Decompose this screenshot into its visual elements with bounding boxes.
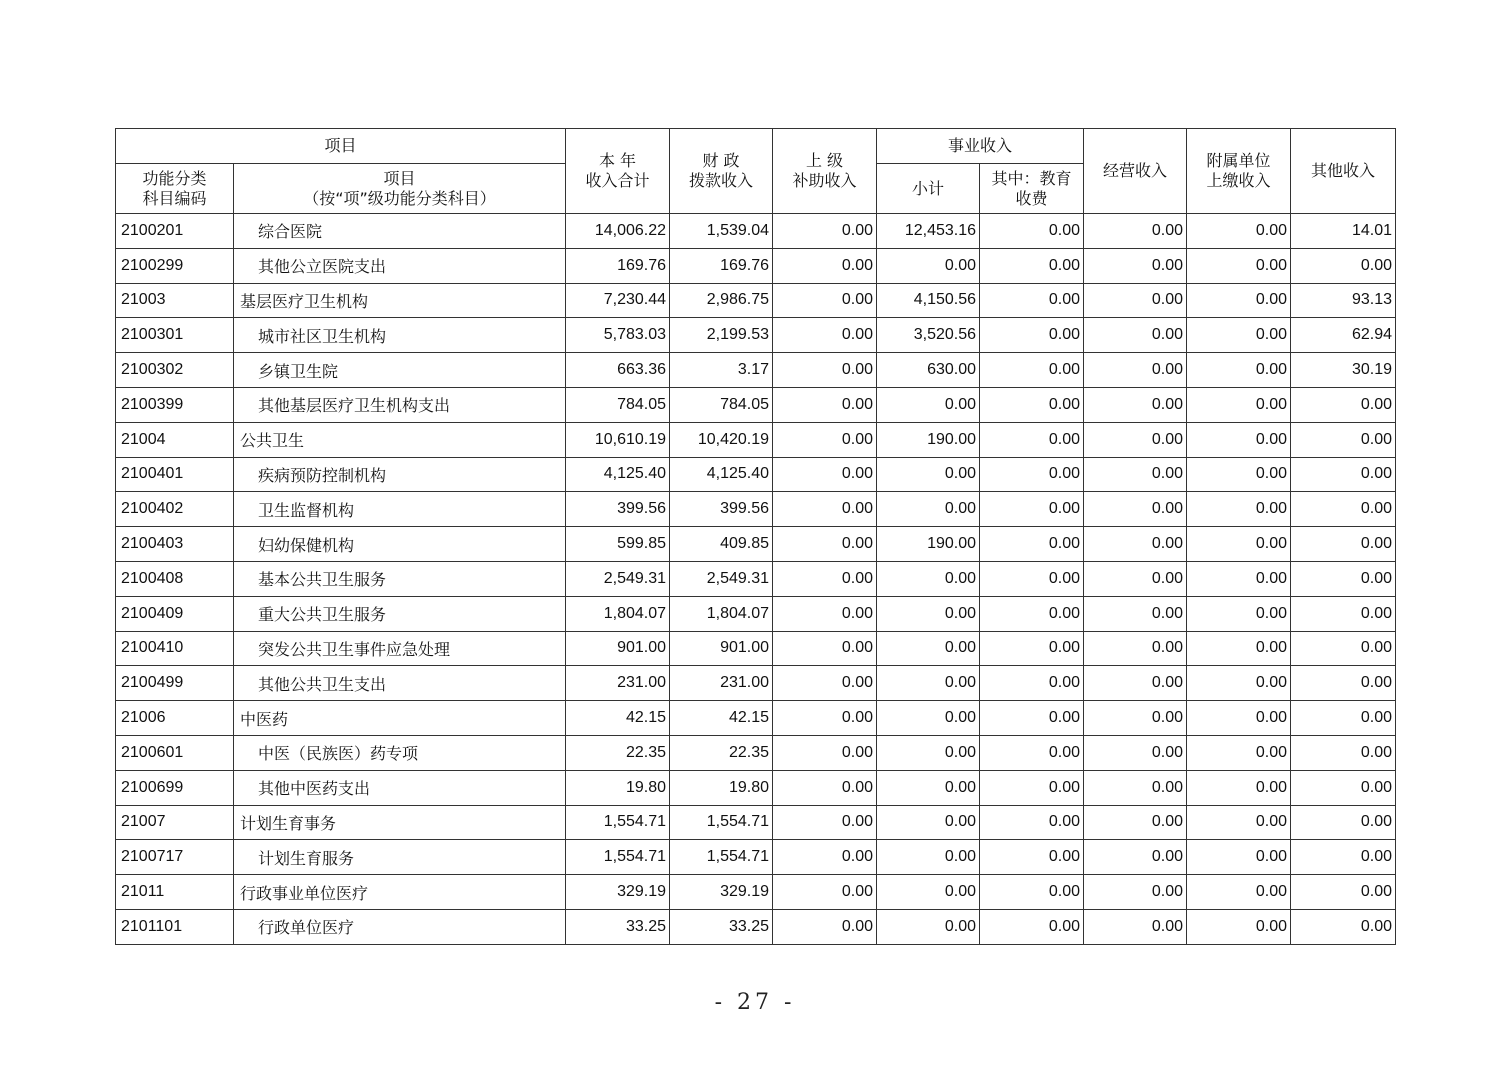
row-code: 21004: [116, 422, 234, 457]
row-subtotal: 12,453.16: [877, 214, 980, 249]
row-other: 0.00: [1291, 840, 1396, 875]
row-affiliated: 0.00: [1187, 387, 1291, 422]
row-total: 14,006.22: [566, 214, 670, 249]
row-subtotal: 0.00: [877, 561, 980, 596]
row-name: 乡镇卫生院: [234, 353, 566, 388]
row-other: 0.00: [1291, 387, 1396, 422]
row-code: 2100403: [116, 527, 234, 562]
row-operating: 0.00: [1084, 457, 1187, 492]
row-total: 42.15: [566, 701, 670, 736]
row-affiliated: 0.00: [1187, 840, 1291, 875]
row-operating: 0.00: [1084, 666, 1187, 701]
table-row: [116, 770, 1396, 805]
row-fiscal: 399.56: [670, 492, 773, 527]
row-operating: 0.00: [1084, 492, 1187, 527]
row-fiscal: 409.85: [670, 527, 773, 562]
row-subtotal: 0.00: [877, 875, 980, 910]
row-other: 0.00: [1291, 248, 1396, 283]
row-subtotal: 630.00: [877, 353, 980, 388]
row-education: 0.00: [980, 875, 1084, 910]
row-name: 突发公共卫生事件应急处理: [234, 631, 566, 666]
table-row: [116, 735, 1396, 770]
row-education: 0.00: [980, 214, 1084, 249]
row-other: 14.01: [1291, 214, 1396, 249]
row-total: 599.85: [566, 527, 670, 562]
row-other: 93.13: [1291, 283, 1396, 318]
row-code: 2100302: [116, 353, 234, 388]
row-subtotal: 0.00: [877, 492, 980, 527]
row-affiliated: 0.00: [1187, 422, 1291, 457]
row-other: 0.00: [1291, 457, 1396, 492]
row-upper: 0.00: [773, 527, 877, 562]
row-affiliated: 0.00: [1187, 561, 1291, 596]
page-number: - 27 -: [714, 990, 796, 1015]
row-operating: 0.00: [1084, 770, 1187, 805]
row-affiliated: 0.00: [1187, 214, 1291, 249]
row-subtotal: 3,520.56: [877, 318, 980, 353]
row-name: 行政事业单位医疗: [234, 875, 566, 910]
row-upper: 0.00: [773, 457, 877, 492]
row-total: 169.76: [566, 248, 670, 283]
row-name: 行政单位医疗: [234, 909, 566, 944]
row-name: 其他基层医疗卫生机构支出: [234, 387, 566, 422]
row-other: 0.00: [1291, 701, 1396, 736]
table-row: [116, 875, 1396, 910]
row-other: 0.00: [1291, 805, 1396, 840]
row-affiliated: 0.00: [1187, 492, 1291, 527]
table-row: [116, 283, 1396, 318]
row-upper: 0.00: [773, 318, 877, 353]
row-subtotal: 0.00: [877, 909, 980, 944]
row-upper: 0.00: [773, 875, 877, 910]
row-total: 1,554.71: [566, 805, 670, 840]
row-upper: 0.00: [773, 422, 877, 457]
header-affiliated: 附属单位 上缴收入: [1187, 129, 1291, 214]
row-fiscal: 1,554.71: [670, 840, 773, 875]
row-affiliated: 0.00: [1187, 283, 1291, 318]
table-row: [116, 422, 1396, 457]
row-subtotal: 190.00: [877, 422, 980, 457]
row-total: 4,125.40: [566, 457, 670, 492]
row-name: 计划生育服务: [234, 840, 566, 875]
row-operating: 0.00: [1084, 353, 1187, 388]
row-other: 0.00: [1291, 909, 1396, 944]
row-education: 0.00: [980, 353, 1084, 388]
row-fiscal: 10,420.19: [670, 422, 773, 457]
row-other: 0.00: [1291, 527, 1396, 562]
row-education: 0.00: [980, 735, 1084, 770]
table-row: [116, 909, 1396, 944]
row-operating: 0.00: [1084, 805, 1187, 840]
header-operating: 经营收入: [1084, 129, 1187, 214]
row-other: 0.00: [1291, 666, 1396, 701]
row-operating: 0.00: [1084, 561, 1187, 596]
row-code: 2100410: [116, 631, 234, 666]
row-code: 2101101: [116, 909, 234, 944]
row-other: 0.00: [1291, 422, 1396, 457]
row-total: 33.25: [566, 909, 670, 944]
row-education: 0.00: [980, 631, 1084, 666]
row-education: 0.00: [980, 805, 1084, 840]
row-subtotal: 0.00: [877, 387, 980, 422]
header-education: 其中：教育 收费: [980, 164, 1084, 214]
row-fiscal: 3.17: [670, 353, 773, 388]
row-name: 公共卫生: [234, 422, 566, 457]
row-subtotal: 0.00: [877, 770, 980, 805]
table-row: [116, 248, 1396, 283]
row-upper: 0.00: [773, 387, 877, 422]
row-other: 0.00: [1291, 596, 1396, 631]
table-row: [116, 840, 1396, 875]
row-operating: 0.00: [1084, 318, 1187, 353]
row-total: 231.00: [566, 666, 670, 701]
row-upper: 0.00: [773, 596, 877, 631]
row-operating: 0.00: [1084, 735, 1187, 770]
row-subtotal: 0.00: [877, 701, 980, 736]
row-name: 其他公立医院支出: [234, 248, 566, 283]
row-affiliated: 0.00: [1187, 805, 1291, 840]
row-code: 2100301: [116, 318, 234, 353]
row-total: 1,804.07: [566, 596, 670, 631]
row-fiscal: 42.15: [670, 701, 773, 736]
row-upper: 0.00: [773, 214, 877, 249]
header-subtotal: 小计: [877, 164, 980, 214]
row-fiscal: 2,199.53: [670, 318, 773, 353]
row-total: 329.19: [566, 875, 670, 910]
row-total: 5,783.03: [566, 318, 670, 353]
row-operating: 0.00: [1084, 875, 1187, 910]
row-upper: 0.00: [773, 735, 877, 770]
row-education: 0.00: [980, 561, 1084, 596]
row-affiliated: 0.00: [1187, 457, 1291, 492]
row-fiscal: 329.19: [670, 875, 773, 910]
row-education: 0.00: [980, 666, 1084, 701]
row-fiscal: 4,125.40: [670, 457, 773, 492]
row-name: 其他公共卫生支出: [234, 666, 566, 701]
row-name: 重大公共卫生服务: [234, 596, 566, 631]
row-subtotal: 0.00: [877, 596, 980, 631]
row-code: 2100201: [116, 214, 234, 249]
row-affiliated: 0.00: [1187, 909, 1291, 944]
row-subtotal: 0.00: [877, 631, 980, 666]
row-education: 0.00: [980, 457, 1084, 492]
row-code: 2100499: [116, 666, 234, 701]
row-affiliated: 0.00: [1187, 596, 1291, 631]
row-other: 0.00: [1291, 875, 1396, 910]
header-item: 项目 （按“项”级功能分类科目）: [234, 164, 566, 214]
row-code: 2100717: [116, 840, 234, 875]
header-total: 本 年 收入合计: [566, 129, 670, 214]
row-upper: 0.00: [773, 248, 877, 283]
row-total: 901.00: [566, 631, 670, 666]
table-row: [116, 527, 1396, 562]
row-fiscal: 1,804.07: [670, 596, 773, 631]
table-row: [116, 805, 1396, 840]
row-total: 7,230.44: [566, 283, 670, 318]
row-subtotal: 0.00: [877, 457, 980, 492]
row-operating: 0.00: [1084, 909, 1187, 944]
row-operating: 0.00: [1084, 840, 1187, 875]
table-row: [116, 214, 1396, 249]
row-upper: 0.00: [773, 561, 877, 596]
row-other: 0.00: [1291, 561, 1396, 596]
row-fiscal: 2,986.75: [670, 283, 773, 318]
row-education: 0.00: [980, 527, 1084, 562]
row-affiliated: 0.00: [1187, 353, 1291, 388]
row-total: 399.56: [566, 492, 670, 527]
header-project: 项目: [116, 129, 566, 164]
row-affiliated: 0.00: [1187, 248, 1291, 283]
row-fiscal: 901.00: [670, 631, 773, 666]
row-education: 0.00: [980, 318, 1084, 353]
row-operating: 0.00: [1084, 422, 1187, 457]
row-fiscal: 169.76: [670, 248, 773, 283]
row-name: 中医（民族医）药专项: [234, 735, 566, 770]
row-upper: 0.00: [773, 631, 877, 666]
row-upper: 0.00: [773, 353, 877, 388]
row-education: 0.00: [980, 840, 1084, 875]
row-affiliated: 0.00: [1187, 735, 1291, 770]
row-fiscal: 33.25: [670, 909, 773, 944]
row-subtotal: 4,150.56: [877, 283, 980, 318]
row-subtotal: 0.00: [877, 840, 980, 875]
row-upper: 0.00: [773, 909, 877, 944]
row-code: 21007: [116, 805, 234, 840]
row-upper: 0.00: [773, 805, 877, 840]
row-operating: 0.00: [1084, 248, 1187, 283]
table-body: [116, 214, 1396, 945]
row-other: 30.19: [1291, 353, 1396, 388]
row-code: 2100402: [116, 492, 234, 527]
row-operating: 0.00: [1084, 214, 1187, 249]
row-upper: 0.00: [773, 770, 877, 805]
row-fiscal: 784.05: [670, 387, 773, 422]
row-code: 2100401: [116, 457, 234, 492]
row-total: 22.35: [566, 735, 670, 770]
row-other: 0.00: [1291, 770, 1396, 805]
row-fiscal: 1,539.04: [670, 214, 773, 249]
table-row: [116, 631, 1396, 666]
table-row: [116, 561, 1396, 596]
table-row: [116, 318, 1396, 353]
table-row: [116, 596, 1396, 631]
row-total: 663.36: [566, 353, 670, 388]
row-name: 基层医疗卫生机构: [234, 283, 566, 318]
row-name: 妇幼保健机构: [234, 527, 566, 562]
row-upper: 0.00: [773, 283, 877, 318]
header-other: 其他收入: [1291, 129, 1396, 214]
row-education: 0.00: [980, 387, 1084, 422]
row-affiliated: 0.00: [1187, 666, 1291, 701]
row-operating: 0.00: [1084, 631, 1187, 666]
row-name: 城市社区卫生机构: [234, 318, 566, 353]
row-education: 0.00: [980, 596, 1084, 631]
table-row: [116, 387, 1396, 422]
row-operating: 0.00: [1084, 596, 1187, 631]
row-upper: 0.00: [773, 492, 877, 527]
row-education: 0.00: [980, 701, 1084, 736]
table-row: [116, 701, 1396, 736]
row-education: 0.00: [980, 770, 1084, 805]
row-operating: 0.00: [1084, 387, 1187, 422]
row-other: 62.94: [1291, 318, 1396, 353]
row-subtotal: 190.00: [877, 527, 980, 562]
row-subtotal: 0.00: [877, 805, 980, 840]
row-total: 19.80: [566, 770, 670, 805]
header-business: 事业收入: [877, 129, 1084, 164]
table-row: [116, 457, 1396, 492]
row-upper: 0.00: [773, 701, 877, 736]
header-upper: 上 级 补助收入: [773, 129, 877, 214]
row-name: 基本公共卫生服务: [234, 561, 566, 596]
row-code: 2100409: [116, 596, 234, 631]
row-upper: 0.00: [773, 666, 877, 701]
row-operating: 0.00: [1084, 701, 1187, 736]
row-name: 计划生育事务: [234, 805, 566, 840]
row-name: 疾病预防控制机构: [234, 457, 566, 492]
row-code: 21006: [116, 701, 234, 736]
row-education: 0.00: [980, 283, 1084, 318]
row-operating: 0.00: [1084, 527, 1187, 562]
row-code: 21011: [116, 875, 234, 910]
row-education: 0.00: [980, 492, 1084, 527]
row-name: 其他中医药支出: [234, 770, 566, 805]
row-fiscal: 1,554.71: [670, 805, 773, 840]
row-name: 卫生监督机构: [234, 492, 566, 527]
row-subtotal: 0.00: [877, 248, 980, 283]
row-operating: 0.00: [1084, 283, 1187, 318]
header-fiscal: 财 政 拨款收入: [670, 129, 773, 214]
row-fiscal: 22.35: [670, 735, 773, 770]
budget-income-table: [115, 128, 1396, 945]
row-fiscal: 231.00: [670, 666, 773, 701]
table-header: [116, 129, 1396, 214]
row-total: 1,554.71: [566, 840, 670, 875]
row-code: 2100399: [116, 387, 234, 422]
row-code: 2100601: [116, 735, 234, 770]
row-code: 2100699: [116, 770, 234, 805]
row-education: 0.00: [980, 909, 1084, 944]
row-name: 中医药: [234, 701, 566, 736]
row-fiscal: 19.80: [670, 770, 773, 805]
row-upper: 0.00: [773, 840, 877, 875]
row-code: 2100408: [116, 561, 234, 596]
row-affiliated: 0.00: [1187, 701, 1291, 736]
table-row: [116, 492, 1396, 527]
row-total: 2,549.31: [566, 561, 670, 596]
row-total: 10,610.19: [566, 422, 670, 457]
row-other: 0.00: [1291, 492, 1396, 527]
row-other: 0.00: [1291, 631, 1396, 666]
row-name: 综合医院: [234, 214, 566, 249]
row-total: 784.05: [566, 387, 670, 422]
row-subtotal: 0.00: [877, 666, 980, 701]
table-row: [116, 666, 1396, 701]
row-code: 2100299: [116, 248, 234, 283]
row-education: 0.00: [980, 422, 1084, 457]
header-func-code: 功能分类 科目编码: [116, 164, 234, 214]
row-code: 21003: [116, 283, 234, 318]
row-affiliated: 0.00: [1187, 527, 1291, 562]
table-row: [116, 353, 1396, 388]
row-other: 0.00: [1291, 735, 1396, 770]
row-affiliated: 0.00: [1187, 631, 1291, 666]
row-fiscal: 2,549.31: [670, 561, 773, 596]
row-affiliated: 0.00: [1187, 770, 1291, 805]
row-subtotal: 0.00: [877, 735, 980, 770]
row-affiliated: 0.00: [1187, 875, 1291, 910]
row-affiliated: 0.00: [1187, 318, 1291, 353]
row-education: 0.00: [980, 248, 1084, 283]
